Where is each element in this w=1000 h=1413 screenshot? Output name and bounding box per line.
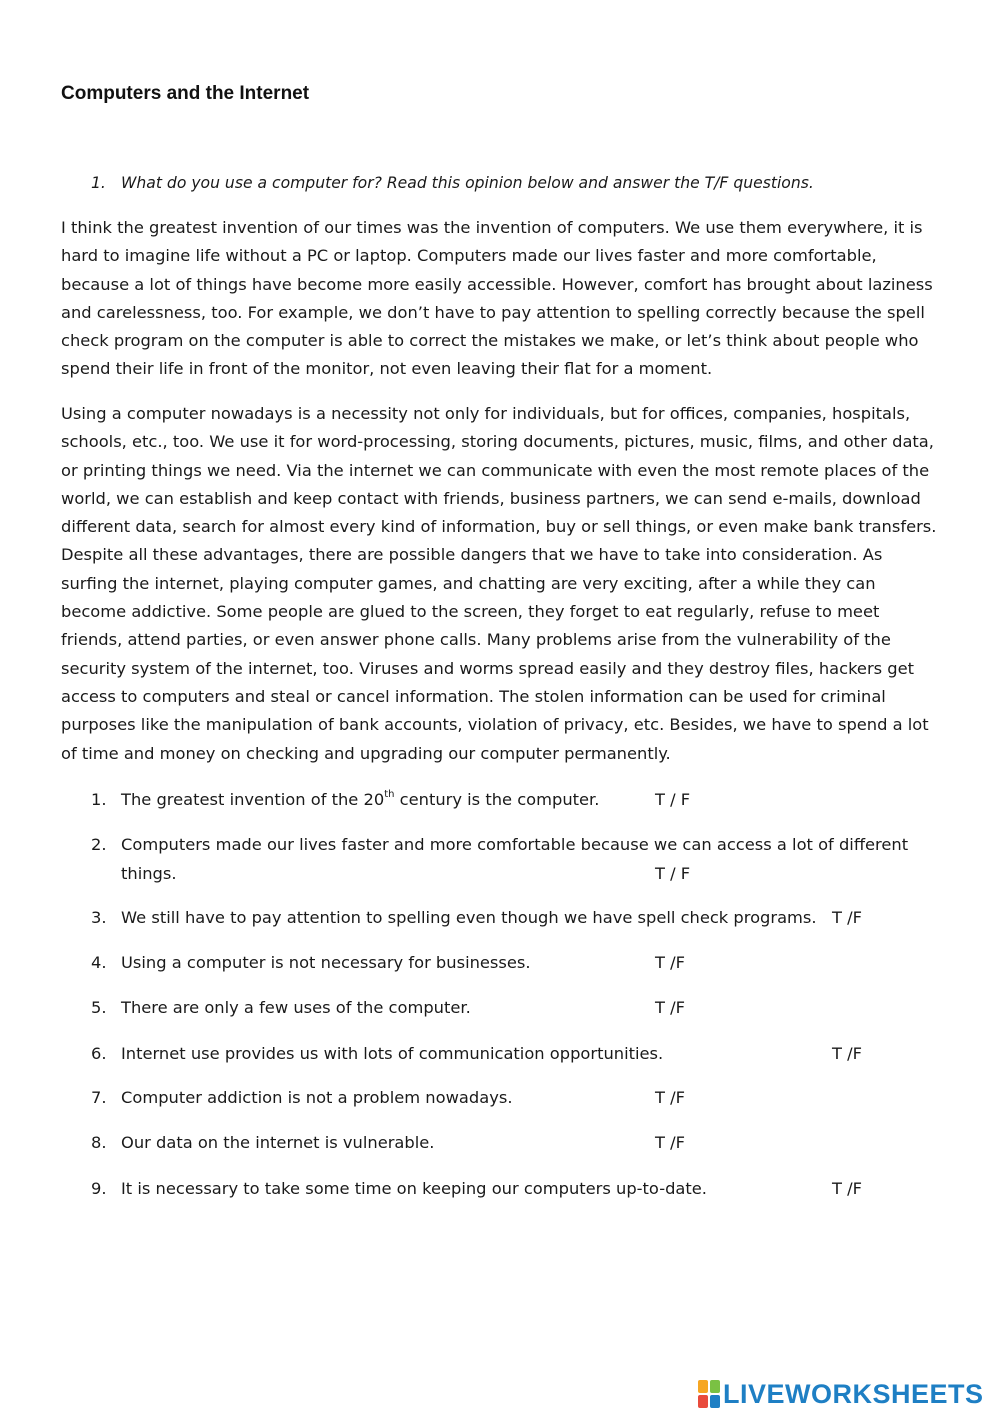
instruction-text: What do you use a computer for? Read this opinion below and answer the T/F questions.	[121, 174, 814, 192]
question-item-7	[91, 1083, 921, 1112]
logo-icon-square	[710, 1395, 720, 1408]
true-false-answer[interactable]: T /F	[832, 1044, 862, 1063]
question-text: It is necessary to take some time on keeping our computers up-to-date.	[121, 1179, 707, 1198]
question-number: 3.	[91, 908, 107, 927]
logo-icon-square	[698, 1395, 708, 1408]
superscript: th	[384, 788, 395, 800]
question-number: 2.	[91, 835, 107, 854]
question-number: 1.	[91, 790, 107, 809]
question-item-8	[91, 1128, 921, 1157]
true-false-answer[interactable]: T / F	[655, 864, 691, 883]
question-text-part: century is the computer.	[394, 790, 600, 809]
logo-icon-square	[710, 1380, 720, 1393]
question-item-9	[91, 1174, 921, 1203]
liveworksheets-logo-text: LIVEWORKSHEETS	[723, 1378, 984, 1409]
question-text: We still have to pay attention to spelling even though we have spell check programs.	[121, 908, 817, 927]
instruction-number: 1.	[91, 174, 106, 192]
question-number: 5.	[91, 998, 107, 1017]
true-false-answer[interactable]: T /F	[655, 953, 685, 972]
liveworksheets-logo-icon	[698, 1380, 720, 1408]
question-text: Our data on the internet is vulnerable.	[121, 1133, 435, 1152]
logo-icon-square	[698, 1380, 708, 1393]
true-false-answer[interactable]: T /F	[655, 1133, 685, 1152]
question-item-4	[91, 948, 921, 977]
reading-paragraph-2: Using a computer nowadays is a necessity not only for individuals, but for offices, companies, hospitals, schools, etc., too. We use it for word-processing, storing documents, pictures, music, films, and other data, or printing things we need. Via the internet we can communicate with even the most remote places of the world, we can establish and keep contact with friends, business partners, we can send e-mails, download different data, search for almost every kind of information, buy or sell things, or even make bank transfers. Despite all these advantages, there are possible dangers that we have to take into consideration. As surfing the internet, playing computer games, and chatting are very exciting, after a while they can become addictive. Some people are glued to the screen, they forget to eat regularly, refuse to meet friends, attend parties, or even answer phone calls. Many problems arise from the vulnerability of the security system of the internet, too. Viruses and worms spread easily and they destroy files, hackers get access to computers and steal or cancel information. The stolen information can be used for criminal purposes like the manipulation of bank accounts, violation of privacy, etc. Besides, we have to spend a lot of time and money on checking and upgrading our computer permanently.	[61, 404, 937, 763]
instruction	[91, 172, 951, 194]
question-number: 7.	[91, 1088, 107, 1107]
true-false-answer[interactable]: T /F	[655, 1088, 685, 1107]
true-false-answer[interactable]: T / F	[655, 790, 691, 809]
reading-paragraph-1: I think the greatest invention of our times was the invention of computers. We use them everywhere, it is hard to imagine life without a PC or laptop. Computers made our lives faster and more comfortable, because a lot of things have become more easily accessible. However, comfort has brought about laziness and carelessness, too. For example, we don’t have to pay attention to spelling correctly because the spell check program on the computer is able to correct the mistakes we make, or let’s think about people who spend their life in front of the monitor, not even leaving their flat for a moment.	[61, 218, 933, 379]
true-false-answer[interactable]: T /F	[832, 908, 862, 927]
page-title: Computers and the Internet	[61, 83, 310, 104]
question-item-6	[91, 1039, 921, 1068]
question-text	[121, 785, 921, 814]
question-text: Using a computer is not necessary for businesses.	[121, 953, 531, 972]
question-item-2	[91, 830, 921, 888]
question-number: 8.	[91, 1133, 107, 1152]
question-number: 6.	[91, 1044, 107, 1063]
question-text-part: The greatest invention of the 20	[121, 790, 385, 809]
liveworksheets-logo	[698, 1377, 984, 1411]
question-item-1	[91, 785, 921, 814]
true-false-answer[interactable]: T /F	[832, 1179, 862, 1198]
question-item-3	[91, 903, 921, 932]
question-number: 9.	[91, 1179, 107, 1198]
question-number: 4.	[91, 953, 107, 972]
true-false-answer[interactable]: T /F	[655, 998, 685, 1017]
question-text: There are only a few uses of the computer.	[121, 998, 471, 1017]
question-text: Computers made our lives faster and more comfortable because we can access a lot of different things.	[121, 835, 909, 883]
question-text: Computer addiction is not a problem nowadays.	[121, 1088, 513, 1107]
question-item-5	[91, 993, 921, 1022]
question-text: Internet use provides us with lots of communication opportunities.	[121, 1044, 664, 1063]
